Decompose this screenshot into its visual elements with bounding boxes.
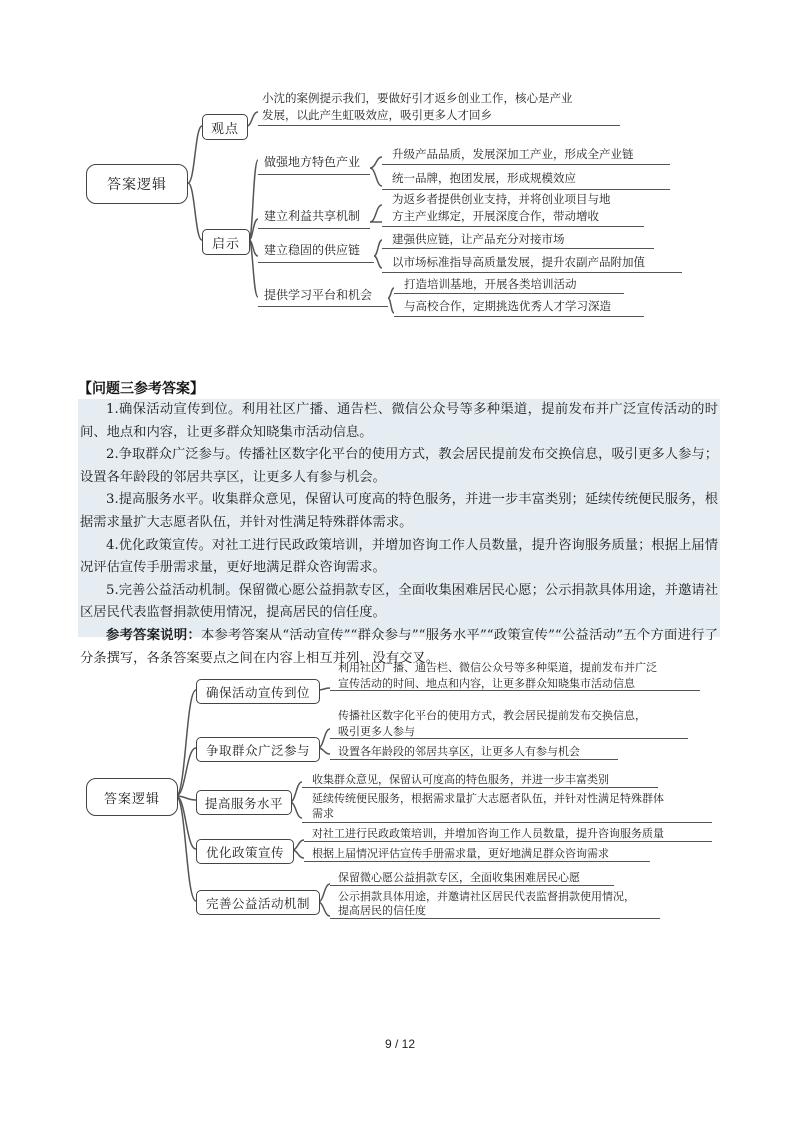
- topic-3-detail-2-underline: [302, 822, 712, 823]
- topic-node-3-label: 提高服务水平: [204, 795, 283, 811]
- topic-2-detail-1-underline: [330, 738, 688, 739]
- inspiration-item-2-detail-1: 为返乡者提供创业支持，并将创业项目与地: [392, 192, 611, 206]
- answer-paragraph-3: 3.提高服务水平。收集群众意见，保留认可度高的特色服务，并进一步丰富类别；延续传统便民服务，根据需求量扩大志愿者队伍，并针对性满足特殊群体需求。: [80, 492, 718, 530]
- topic-2-detail-1: 传播社区数字化平台的使用方式，教会居民提前发布交换信息，: [338, 709, 646, 722]
- answer-paragraph-4: 4.优化政策宣传。对社工进行民政政策培训，并增加咨询工作人员数量，提升咨询服务质量；根据上届情况评估宣传手册需求量，更好地满足群众咨询需求。: [80, 537, 718, 576]
- topic-1-detail-underline: [330, 690, 700, 691]
- topic-node-2: [196, 737, 320, 762]
- topic-5-detail-1: 保留微心愿公益捐款专区，全面收集困难居民心愿: [338, 871, 580, 884]
- topic-node-1: [196, 679, 320, 704]
- topic-node-4: [196, 839, 294, 864]
- inspiration-item-1-detail-1: 升级产品品质，发展深加工产业，形成全产业链: [392, 147, 634, 161]
- topic-2-detail-2: 吸引更多人参与: [338, 725, 415, 738]
- topic-2-detail-2-underline: [330, 759, 618, 760]
- answer-paragraph-2: 2.争取群众广泛参与。传播社区数字化平台的使用方式，教会居民提前发布交换信息，吸引更多人参与；设置各年龄段的邻居共享区，让更多人有参与机会。: [80, 447, 718, 485]
- topic-5-detail-2: 公示捐款具体用途，并邀请社区居民代表监督捐款使用情况，: [338, 890, 635, 903]
- section-heading: 【问题三参考答案】: [78, 381, 204, 397]
- topic-3-detail-1-underline: [302, 787, 658, 788]
- viewpoint-text-line-2: 发展，以此产生虹吸效应，吸引更多人才回乡: [262, 108, 492, 122]
- inspiration-item-3-detail-2: 以市场标准指导高质量发展，提升农副产品附加值: [392, 255, 645, 269]
- topic-4-detail-2: 根据上届情况评估宣传手册需求量，更好地满足群众咨询需求: [312, 847, 609, 860]
- topic-node-1-label: 确保活动宣传到位: [205, 684, 310, 700]
- topic-node-4-label: 优化政策宣传: [205, 844, 284, 860]
- topic-node-5: [196, 890, 320, 915]
- topic-2-detail-3: 设置各年龄段的邻居共享区，让更多人有参与机会: [338, 745, 580, 758]
- inspiration-item-2-label: 建立利益共享机制: [264, 209, 361, 223]
- inspiration-node-label: 启示: [211, 236, 240, 252]
- topic-4-detail-1: 对社工进行民政政策培训，并增加咨询工作人员数量，提升咨询服务质量: [312, 827, 664, 840]
- topic-4-detail-2-underline: [304, 861, 650, 862]
- topic-3-detail-3: 需求: [312, 807, 334, 820]
- topic-node-5-label: 完善公益活动机制: [205, 895, 310, 911]
- inspiration-item-1-label: 做强地方特色产业: [264, 155, 361, 169]
- inspiration-item-4-detail-1: 打造培训基地，开展各类培训活动: [404, 277, 577, 291]
- inspiration-item-1-detail-2: 统一品牌，抱团发展，形成规模效应: [392, 171, 576, 185]
- viewpoint-text-line-1: 小沈的案例提示我们，要做好引才返乡创业工作，核心是产业: [262, 91, 573, 105]
- topic-5-detail-1-underline: [330, 885, 614, 886]
- root-node-2-label: 答案逻辑: [103, 791, 160, 807]
- topic-node-2-label: 争取群众广泛参与: [205, 742, 310, 758]
- inspiration-item-3-detail-1: 建强供应链，让产品充分对接市场: [392, 232, 565, 246]
- inspiration-item-3-label: 建立稳固的供应链: [264, 243, 361, 257]
- page-number: 9 / 12: [384, 1037, 416, 1051]
- inspiration-item-4-detail-2: 与高校合作，定期挑选优秀人才学习深造: [404, 299, 611, 313]
- answer-paragraph-1: 1.确保活动宣传到位。利用社区广播、通告栏、微信公众号等多种渠道，提前发布并广泛宣传活动的时间、地点和内容，让更多群众知晓集市活动信息。: [80, 402, 718, 440]
- topic-node-3: [196, 790, 292, 815]
- answer-paragraph-5: 5.完善公益活动机制。保留微心愿公益捐款专区，全面收集困难居民心愿；公示捐款具体用途，并邀请社区居民代表监督捐款使用情况，提高居民的信任度。: [80, 582, 718, 621]
- viewpoint-node-label: 观点: [210, 121, 239, 137]
- topic-1-detail-1: 利用社区广播、通告栏、微信公众号等多种渠道，提前发布并广泛: [338, 661, 657, 674]
- answer-note-label: 参考答案说明：: [106, 627, 201, 643]
- root-node-2: [86, 778, 178, 816]
- topic-5-detail-3: 提高居民的信任度: [338, 904, 426, 917]
- topic-3-detail-1: 收集群众意见，保留认可度高的特色服务，并进一步丰富类别: [312, 773, 609, 786]
- topic-3-detail-2: 延续传统便民服务，根据需求量扩大志愿者队伍，并针对性满足特殊群体: [312, 792, 664, 805]
- root-node-label: 答案逻辑: [107, 177, 167, 193]
- inspiration-item-4-label: 提供学习平台和机会: [264, 288, 373, 302]
- topic-5-detail-2-underline: [330, 918, 660, 919]
- topic-1-detail-2: 宣传活动的时间、地点和内容，让更多群众知晓集市活动信息: [338, 677, 635, 690]
- topic-4-detail-1-underline: [304, 841, 712, 842]
- answer-note-text: 本参考答案从“活动宣传”“群众参与”“服务水平”“政策宣传”“公益活动”五个方面进行了分条撰写，各条答案要点之间在内容上相互并列，没有交叉。: [80, 627, 718, 666]
- inspiration-item-2-detail-2: 方主产业绑定，开展深度合作，带动增收: [392, 209, 599, 223]
